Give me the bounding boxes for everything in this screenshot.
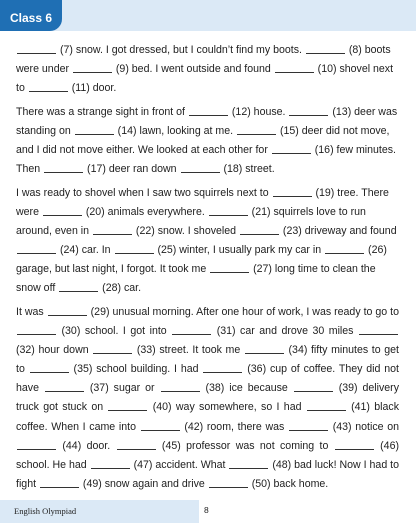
passage-text: It was <box>16 306 47 318</box>
answer-blank <box>117 449 156 450</box>
answer-blank <box>93 234 132 235</box>
passage-text: (21) squirrels love to run around, even in <box>16 205 366 238</box>
answer-blank <box>115 253 154 254</box>
answer-blank <box>73 72 112 73</box>
passage-text: (31) car and drove 30 miles <box>212 325 358 338</box>
answer-blank <box>209 215 248 216</box>
answer-blank <box>325 253 364 254</box>
paragraph-3 <box>16 184 399 299</box>
passage-text: (44) door. <box>57 439 116 452</box>
answer-blank <box>93 353 132 354</box>
passage-text: (13) deer was standing on <box>16 105 398 137</box>
answer-blank <box>203 372 242 373</box>
answer-blank <box>335 449 374 450</box>
answer-blank <box>294 391 333 392</box>
passage-text: (37) sugar or <box>84 382 160 395</box>
passage-text: (22) snow. I shoveled <box>132 225 239 238</box>
passage-text: (9) bed. I went outside and found <box>112 63 274 76</box>
passage-text: (25) winter, I usually park my car in <box>154 244 325 257</box>
passage-text: (49) snow again and drive <box>79 477 208 490</box>
answer-blank <box>289 430 328 431</box>
answer-blank <box>141 430 180 431</box>
paragraph-4 <box>16 303 399 494</box>
answer-blank <box>181 172 220 173</box>
passage-text: (17) deer ran down <box>84 163 180 176</box>
passage-text: (18) street. <box>220 163 275 176</box>
passage-text: (27) long time to clean the snow off <box>16 263 376 295</box>
paragraph-1 <box>16 41 399 98</box>
class-label: Class 6 <box>0 5 62 31</box>
answer-blank <box>17 53 56 54</box>
page-number: 8 <box>204 505 209 515</box>
passage-text: (48) bad luck! Now I had to fight <box>16 458 399 490</box>
passage-text: (29) unusual morning. After one hour of work, I was ready to go to <box>87 306 399 318</box>
passage-text: I was ready to shovel when I saw two squirrels next to <box>16 186 272 199</box>
top-strip <box>0 0 416 31</box>
answer-blank <box>275 72 314 73</box>
answer-blank <box>40 487 79 488</box>
answer-blank <box>272 153 311 154</box>
passage-text: (36) cup of coffee. They did not have <box>16 363 400 395</box>
passage-text: (12) house. <box>228 105 289 118</box>
answer-blank <box>48 315 87 316</box>
passage-text: (16) few minutes. Then <box>16 144 397 176</box>
passage-text: (11) door. <box>68 82 117 95</box>
answer-blank <box>91 468 130 469</box>
passage-text: (8) boots were under <box>16 44 391 76</box>
answer-blank <box>43 215 82 216</box>
passage-text: (14) lawn, looking at me. <box>114 124 237 137</box>
answer-blank <box>161 391 200 392</box>
passage-text: (23) driveway and found <box>279 225 397 238</box>
passage-text: (15) deer did not move, and I did not move either. We looked at each other for <box>16 124 390 157</box>
footer-label: English Olympiad <box>14 506 77 516</box>
passage-text: (28) car. <box>99 282 142 295</box>
answer-blank <box>44 172 83 173</box>
answer-blank <box>172 334 211 335</box>
passage-text: (47) accident. What <box>130 458 229 471</box>
answer-blank <box>307 410 346 411</box>
passage-text: (33) street. It took me <box>133 344 244 357</box>
passage-text: (24) car. In <box>57 244 114 257</box>
passage-text: (40) way somewhere, so I had <box>148 401 306 414</box>
passage-text: (39) delivery truck got stuck on <box>16 382 399 414</box>
header-band <box>0 0 416 31</box>
passage-text: (35) school building. I had <box>69 363 203 376</box>
answer-blank <box>245 353 284 354</box>
answer-blank <box>237 134 276 135</box>
passage-text: (20) animals everywhere. <box>82 205 208 218</box>
answer-blank <box>189 115 228 116</box>
answer-blank <box>17 253 56 254</box>
answer-blank <box>45 391 84 392</box>
answer-blank <box>210 272 249 273</box>
passage <box>16 41 399 499</box>
answer-blank <box>240 234 279 235</box>
passage-text: (43) notice on <box>329 420 399 433</box>
passage-text: (19) tree. There were <box>16 186 389 218</box>
answer-blank <box>30 372 69 373</box>
answer-blank <box>75 134 114 135</box>
answer-blank <box>17 334 56 335</box>
answer-blank <box>29 91 68 92</box>
answer-blank <box>359 334 398 335</box>
passage-text: (45) professor was not coming to <box>156 439 334 452</box>
passage-text: There was a strange sight in front of <box>16 105 188 118</box>
answer-blank <box>289 115 328 116</box>
passage-text: (7) snow. I got dressed, but I couldn’t find my boots. <box>57 44 305 56</box>
answer-blank <box>306 53 345 54</box>
passage-text: (42) room, there was <box>180 420 289 433</box>
passage-text: (50) back home. <box>248 477 329 490</box>
answer-blank <box>17 449 56 450</box>
answer-blank <box>59 291 98 292</box>
passage-text: (41) black coffee. When I came into <box>16 401 399 433</box>
passage-text: (10) shovel next to <box>16 63 394 95</box>
passage-text: (38) ice because <box>200 382 293 395</box>
passage-text: (30) school. I got into <box>57 325 172 338</box>
answer-blank <box>273 196 312 197</box>
paragraph-2 <box>16 103 399 179</box>
passage-text: (26) garage, but last night, I forgot. It took me <box>16 244 387 276</box>
passage-text: (46) school. He had <box>16 439 399 471</box>
answer-blank <box>108 410 147 411</box>
passage-text: (32) hour down <box>16 344 93 357</box>
answer-blank <box>209 487 248 488</box>
passage-text: (34) fifty minutes to get to <box>16 344 399 376</box>
answer-blank <box>229 468 268 469</box>
